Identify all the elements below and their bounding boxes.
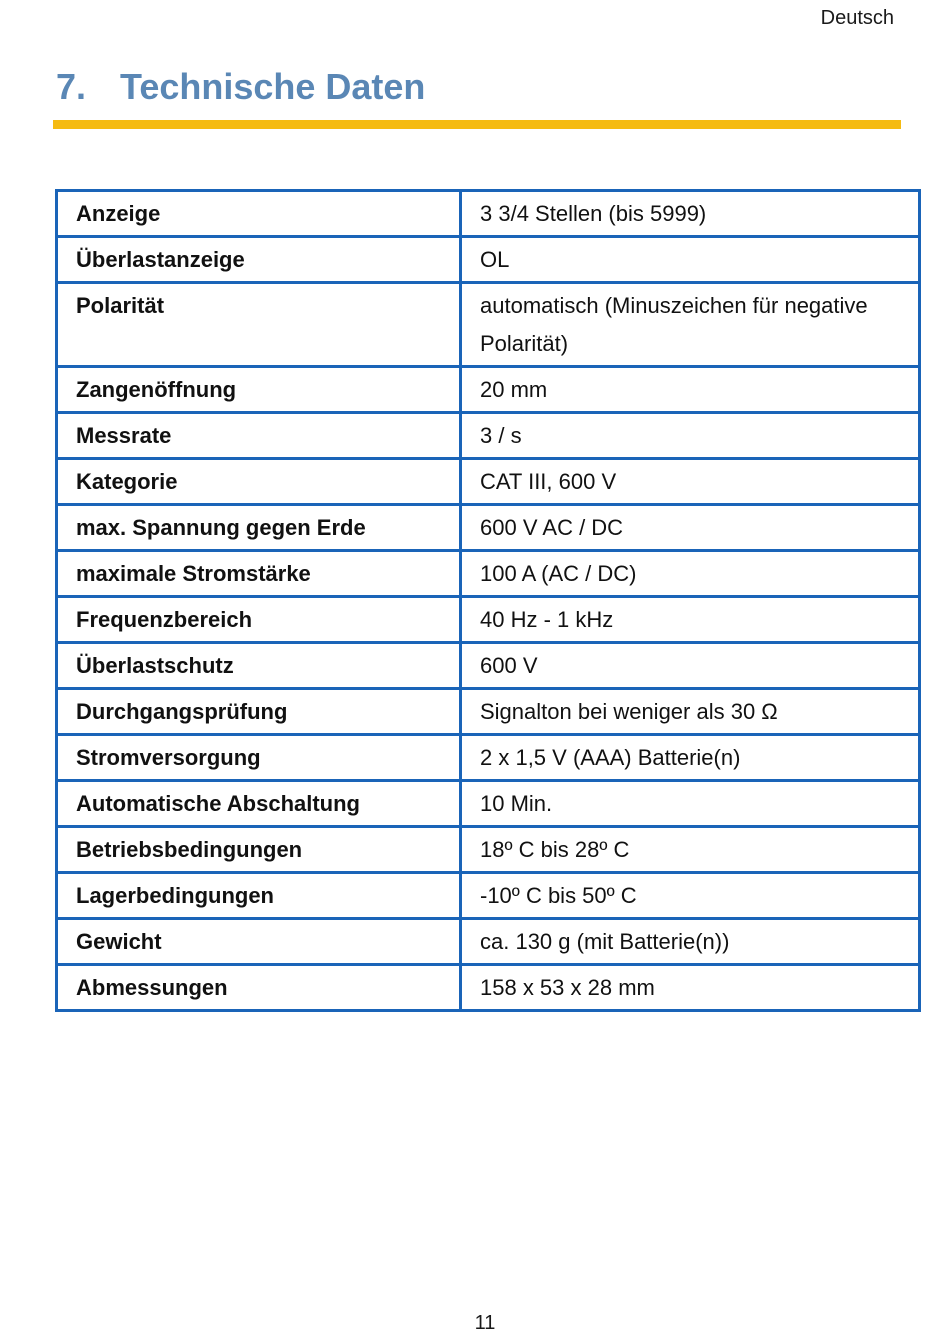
- language-label: Deutsch: [820, 7, 894, 29]
- table-row: [57, 965, 920, 1011]
- heading-underline: [53, 120, 901, 129]
- spec-label: Abmessungen: [57, 965, 461, 1011]
- spec-label: Überlastanzeige: [57, 237, 461, 283]
- page-number: 11: [474, 1312, 496, 1334]
- spec-value: 2 x 1,5 V (AAA) Batterie(n): [461, 735, 920, 781]
- table-row: [57, 459, 920, 505]
- table-row: [57, 643, 920, 689]
- spec-value: 10 Min.: [461, 781, 920, 827]
- spec-value: OL: [461, 237, 920, 283]
- spec-label: Automatische Abschaltung: [57, 781, 461, 827]
- table-row: [57, 413, 920, 459]
- spec-value: ca. 130 g (mit Batterie(n)): [461, 919, 920, 965]
- table-row: [57, 827, 920, 873]
- spec-label: Lagerbedingungen: [57, 873, 461, 919]
- specs-table: [55, 189, 921, 1012]
- table-row: [57, 191, 920, 237]
- section-title: Technische Daten: [120, 66, 426, 107]
- spec-value: -10º C bis 50º C: [461, 873, 920, 919]
- spec-value: 3 / s: [461, 413, 920, 459]
- table-row: [57, 781, 920, 827]
- spec-value: CAT III, 600 V: [461, 459, 920, 505]
- spec-label: Kategorie: [57, 459, 461, 505]
- spec-value: 158 x 53 x 28 mm: [461, 965, 920, 1011]
- spec-label: Anzeige: [57, 191, 461, 237]
- table-row: [57, 735, 920, 781]
- section-number: 7.: [56, 66, 87, 107]
- section-heading: [56, 66, 425, 108]
- spec-value: 600 V AC / DC: [461, 505, 920, 551]
- spec-label: max. Spannung gegen Erde: [57, 505, 461, 551]
- spec-label: maximale Stromstärke: [57, 551, 461, 597]
- table-row: [57, 689, 920, 735]
- spec-label: Messrate: [57, 413, 461, 459]
- spec-label: Stromversorgung: [57, 735, 461, 781]
- table-row: [57, 873, 920, 919]
- spec-value: Signalton bei weniger als 30 Ω: [461, 689, 920, 735]
- spec-value: 3 3/4 Stellen (bis 5999): [461, 191, 920, 237]
- table-row: [57, 551, 920, 597]
- table-row: [57, 237, 920, 283]
- table-row: [57, 919, 920, 965]
- spec-label: Überlastschutz: [57, 643, 461, 689]
- spec-value: 100 A (AC / DC): [461, 551, 920, 597]
- spec-label: Zangenöffnung: [57, 367, 461, 413]
- table-row: [57, 597, 920, 643]
- table-row: [57, 283, 920, 367]
- table-row: [57, 367, 920, 413]
- spec-value: 20 mm: [461, 367, 920, 413]
- spec-label: Betriebsbedingungen: [57, 827, 461, 873]
- spec-label: Gewicht: [57, 919, 461, 965]
- spec-label: Durchgangsprüfung: [57, 689, 461, 735]
- spec-label: Polarität: [57, 283, 461, 367]
- spec-value: automatisch (Minuszeichen für negative Polarität): [461, 283, 920, 367]
- spec-value: 40 Hz - 1 kHz: [461, 597, 920, 643]
- spec-label: Frequenzbereich: [57, 597, 461, 643]
- spec-value: 18º C bis 28º C: [461, 827, 920, 873]
- table-row: [57, 505, 920, 551]
- spec-value: 600 V: [461, 643, 920, 689]
